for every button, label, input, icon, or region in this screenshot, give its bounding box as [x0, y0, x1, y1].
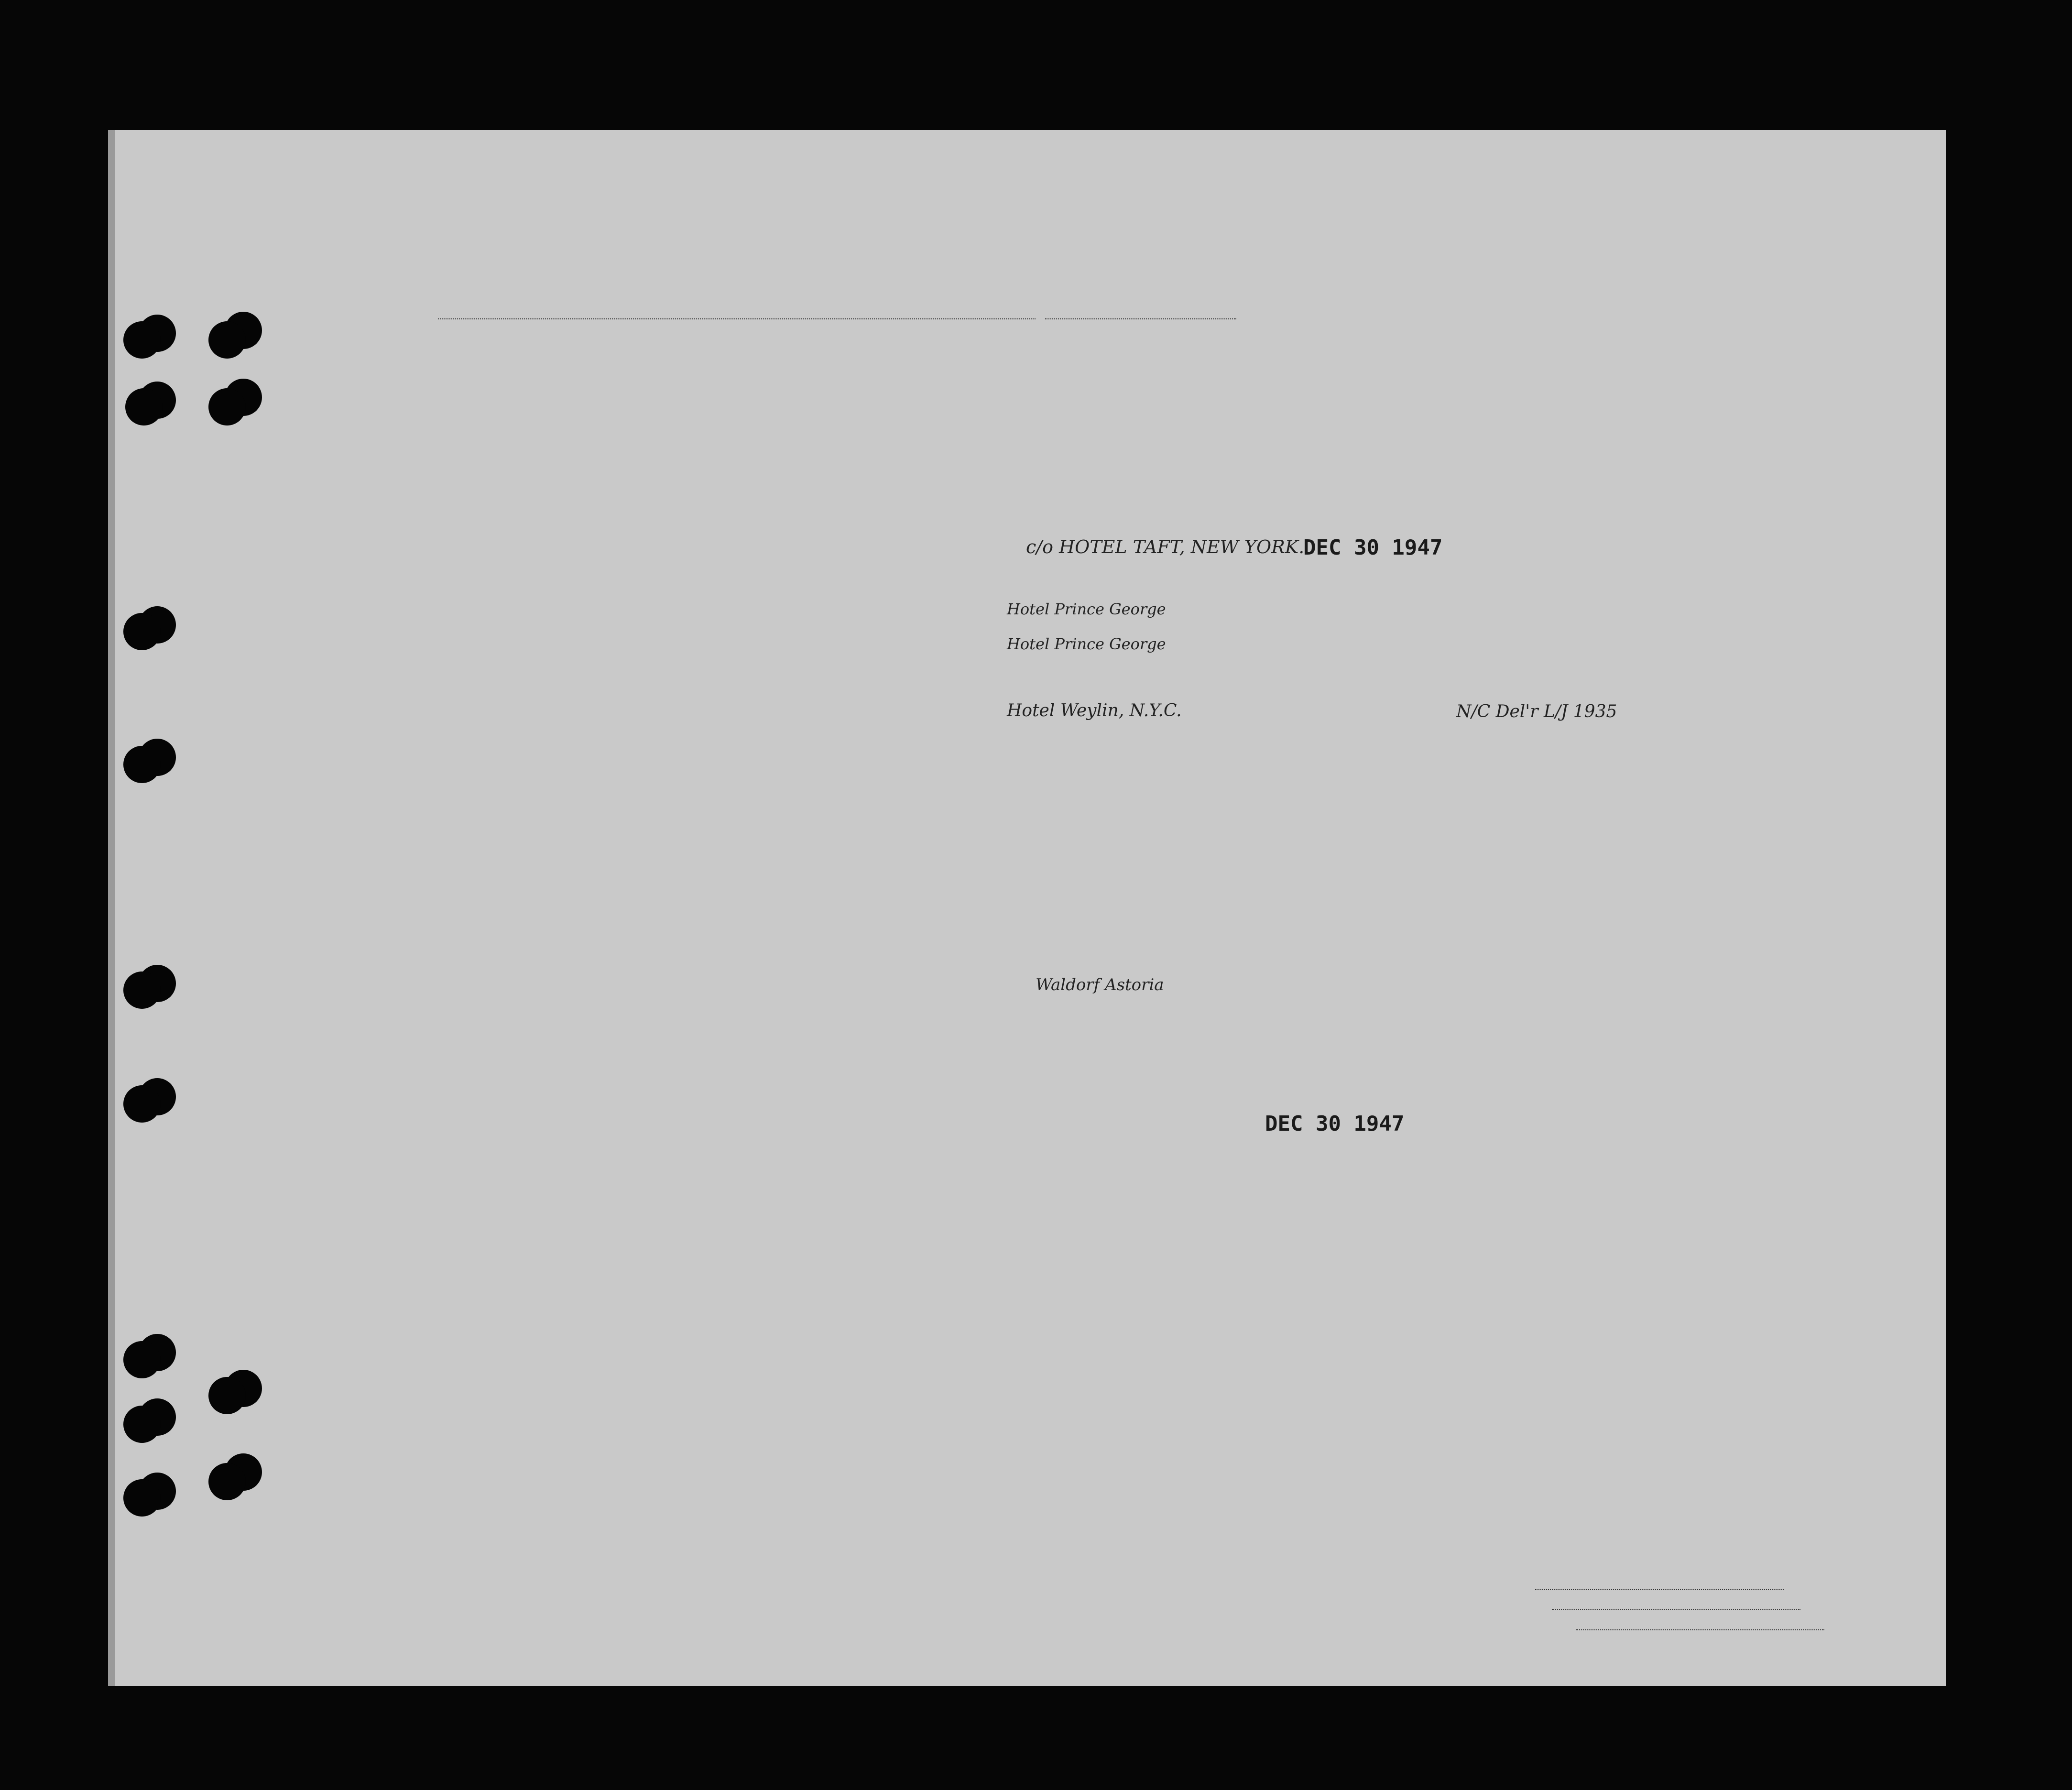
punch-hole	[123, 1085, 161, 1123]
date-stamp: DEC 30 1947	[1303, 535, 1443, 560]
punch-hole	[208, 1463, 246, 1500]
punch-hole	[125, 388, 163, 426]
owners-field	[1552, 1609, 1800, 1610]
handwritten-row15-hotel: Waldorf Astoria	[1036, 975, 1164, 994]
line-field	[1535, 1589, 1784, 1590]
date-stamp: DEC 30 1947	[1265, 1112, 1405, 1136]
date-line	[1045, 318, 1236, 319]
punch-hole	[123, 746, 161, 783]
handwritten-row7-hotel: Hotel Weylin, N.Y.C.	[1007, 701, 1182, 721]
handwritten-row7-note: N/C Del'r L/J 1935	[1456, 702, 1617, 722]
handwritten-row2-hotel: c/o HOTEL TAFT, NEW YORK.	[1026, 536, 1305, 558]
punch-hole	[208, 1377, 246, 1414]
local-agents-field	[1576, 1629, 1824, 1630]
port-line	[438, 318, 1036, 319]
punch-hole	[123, 1479, 161, 1517]
handwritten-row5-hotel: Hotel Prince George	[1007, 634, 1166, 653]
punch-hole	[123, 613, 161, 650]
punch-hole	[208, 388, 246, 426]
punch-hole	[123, 321, 161, 359]
punch-hole	[123, 1406, 161, 1443]
handwritten-row4-hotel: Hotel Prince George	[1007, 600, 1166, 619]
punch-hole	[123, 1341, 161, 1378]
manifest-sheet	[108, 130, 1946, 1686]
punch-hole	[208, 321, 246, 359]
table-grid	[108, 336, 1946, 1509]
punch-hole	[123, 971, 161, 1009]
